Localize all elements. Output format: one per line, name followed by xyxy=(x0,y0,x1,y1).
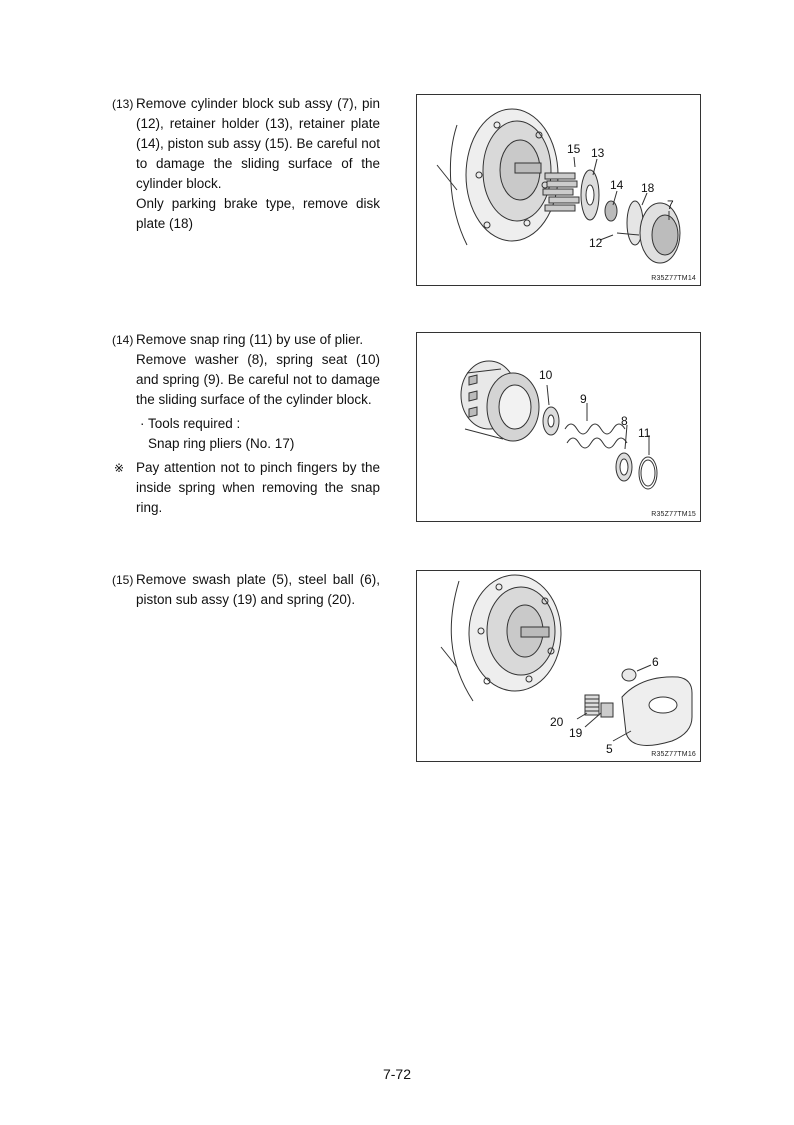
callout-label: 9 xyxy=(580,392,587,406)
exploded-diagram-14 xyxy=(417,333,700,521)
step-number: (15) xyxy=(112,573,134,587)
tools-required xyxy=(140,414,380,454)
figure-code: R35Z77TM15 xyxy=(651,511,696,518)
callout-label: 11 xyxy=(638,426,651,440)
callout-label: 6 xyxy=(652,655,659,669)
exploded-diagram-13 xyxy=(417,95,700,285)
step-number: (13) xyxy=(112,97,134,111)
callout-label: 14 xyxy=(610,178,624,192)
figure-disassembly-15 xyxy=(416,570,701,762)
callout-label: 19 xyxy=(569,726,583,740)
figure-code: R35Z77TM16 xyxy=(651,751,696,758)
step-text: Remove cylinder block sub assy (7), pin (12), retainer holder (13), retainer plate (14), piston sub assy (15). Be careful not to damage the sliding surface of the cylinder block. xyxy=(136,96,380,191)
tools-heading: · Tools required : xyxy=(140,416,241,431)
step-14 xyxy=(112,330,380,518)
step-15 xyxy=(112,570,380,610)
step-text: Remove snap ring (11) by use of plier. xyxy=(136,332,364,347)
note-text: Pay attention not to pinch fingers by the inside spring when removing the snap ring. xyxy=(136,460,380,515)
step-text: Remove swash plate (5), steel ball (6), piston sub assy (19) and spring (20). xyxy=(136,572,380,607)
caution-note xyxy=(114,458,380,518)
callout-label: 7 xyxy=(667,198,674,212)
step-13 xyxy=(112,94,380,234)
figure-disassembly-14 xyxy=(416,332,701,522)
callout-label: 13 xyxy=(591,146,605,160)
callout-label: 20 xyxy=(550,715,564,729)
callout-label: 10 xyxy=(539,368,553,382)
figure-code: R35Z77TM14 xyxy=(651,275,696,282)
note-mark: ※ xyxy=(114,461,125,475)
step-text: Only parking brake type, remove disk plate (18) xyxy=(136,196,380,231)
callout-label: 15 xyxy=(567,142,581,156)
figure-disassembly-13 xyxy=(416,94,701,286)
callout-label: 8 xyxy=(621,414,628,428)
tools-item: Snap ring pliers (No. 17) xyxy=(148,436,295,451)
page-number: 7-72 xyxy=(382,1066,412,1082)
exploded-diagram-15 xyxy=(417,571,700,761)
callout-label: 5 xyxy=(606,742,613,756)
step-number: (14) xyxy=(112,333,134,347)
step-text: Remove washer (8), spring seat (10) and spring (9). Be careful not to damage the sliding surface of the cylinder block. xyxy=(136,352,380,407)
callout-label: 18 xyxy=(641,181,655,195)
callout-label: 12 xyxy=(589,236,603,250)
